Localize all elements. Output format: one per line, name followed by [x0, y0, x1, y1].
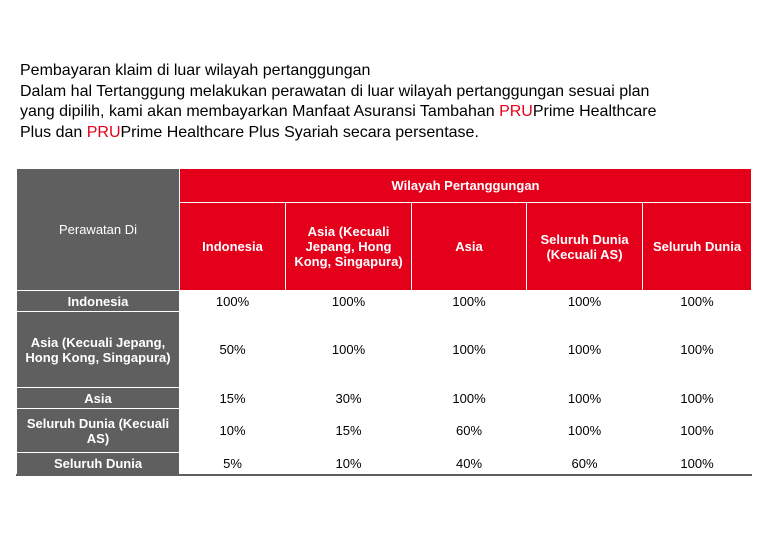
pru-brand: PRU	[86, 123, 121, 141]
column-header: Indonesia	[180, 203, 286, 291]
intro-heading: Pembayaran klaim di luar wilayah pertanggungan	[20, 62, 371, 79]
column-header: Seluruh Dunia (Kecuali AS)	[527, 203, 643, 291]
row-header: Indonesia	[17, 291, 180, 312]
table-cell: 60%	[527, 453, 643, 475]
table-cell: 60%	[412, 409, 527, 453]
table-cell: 100%	[643, 388, 752, 409]
table-cell: 100%	[180, 291, 286, 312]
row-header: Asia (Kecuali Jepang, Hong Kong, Singapura)	[17, 312, 180, 388]
table-cell: 10%	[180, 409, 286, 453]
table-cell: 100%	[286, 312, 412, 388]
table-cell: 40%	[412, 453, 527, 475]
column-header: Asia	[412, 203, 527, 291]
table-cell: 100%	[643, 409, 752, 453]
table-cell: 30%	[286, 388, 412, 409]
table-cell: 100%	[412, 388, 527, 409]
table-row	[17, 291, 752, 312]
intro-line-3-end: Prime Healthcare	[532, 103, 657, 120]
table-cell: 50%	[180, 312, 286, 388]
row-header: Seluruh Dunia (Kecuali AS)	[17, 409, 180, 453]
table-cell: 5%	[180, 453, 286, 475]
row-header: Asia	[17, 388, 180, 409]
intro-line-4-start: Plus dan	[20, 123, 87, 141]
table-row	[17, 312, 752, 388]
intro-line-2: Dalam hal Tertanggung melakukan perawatan di luar wilayah pertanggungan sesuai plan	[20, 82, 650, 100]
coverage-table	[16, 168, 752, 476]
column-header: Asia (Kecuali Jepang, Hong Kong, Singapura)	[286, 203, 412, 291]
pru-brand: PRU	[499, 103, 533, 120]
corner-header: Perawatan Di	[17, 169, 180, 291]
table-row	[17, 388, 752, 409]
intro-line-4-end: Prime Healthcare Plus Syariah secara persentase.	[120, 123, 479, 141]
table-row	[17, 453, 752, 475]
table-cell: 100%	[527, 388, 643, 409]
table-cell: 100%	[412, 291, 527, 312]
column-header: Seluruh Dunia	[643, 203, 752, 291]
table-row	[17, 409, 752, 453]
region-group-header: Wilayah Pertanggungan	[180, 169, 752, 203]
intro-line-4	[20, 123, 755, 144]
table-header-row	[17, 169, 752, 203]
intro-line-3-start: yang dipilih, kami akan membayarkan Manfaat Asuransi Tambahan	[20, 103, 500, 120]
table-cell: 100%	[643, 312, 752, 388]
table-cell: 100%	[643, 453, 752, 475]
table-cell: 100%	[286, 291, 412, 312]
table-cell: 100%	[412, 312, 527, 388]
table-cell: 100%	[527, 291, 643, 312]
row-header: Seluruh Dunia	[17, 453, 180, 475]
table-cell: 100%	[643, 291, 752, 312]
table-cell: 100%	[527, 409, 643, 453]
intro-line-3	[20, 102, 755, 123]
table-cell: 15%	[180, 388, 286, 409]
table-cell: 15%	[286, 409, 412, 453]
table-cell: 10%	[286, 453, 412, 475]
intro-text	[20, 61, 755, 143]
table-cell: 100%	[527, 312, 643, 388]
